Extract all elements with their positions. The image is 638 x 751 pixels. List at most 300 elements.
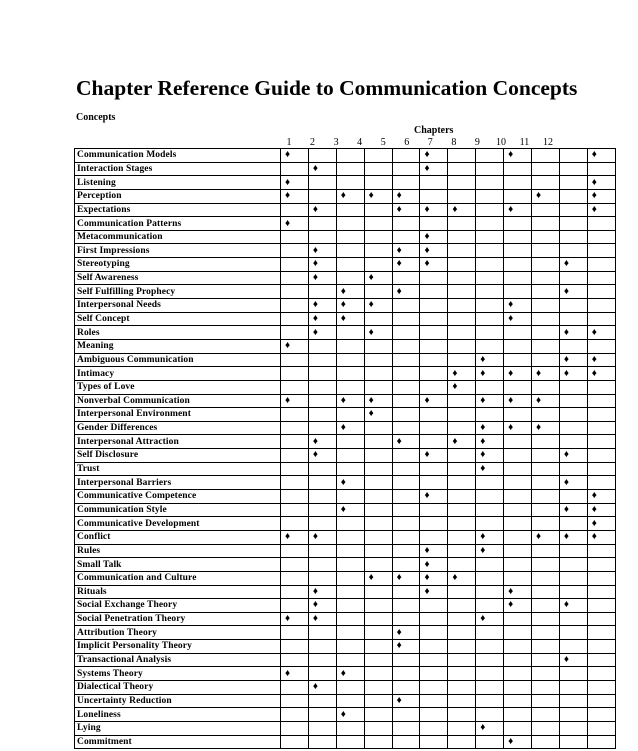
chapter-cell-4: [364, 230, 392, 244]
concept-name: Intimacy: [75, 367, 281, 381]
chapter-cell-6: [420, 244, 448, 258]
chapter-cell-1: [281, 708, 309, 722]
chapter-cell-2: [308, 530, 336, 544]
chapter-cell-3: [336, 353, 364, 367]
chapter-cell-12: [587, 435, 615, 449]
chapter-cell-6: [420, 599, 448, 613]
chapter-cell-2: [308, 380, 336, 394]
chapter-cell-5: [392, 612, 420, 626]
chapter-cell-11: [559, 544, 587, 558]
diamond-marker-icon: ♦: [508, 585, 514, 597]
chapter-cell-2: [308, 162, 336, 176]
diamond-marker-icon: ♦: [563, 476, 570, 488]
chapter-cell-10: [532, 462, 560, 476]
chapter-cell-9: [504, 530, 532, 544]
chapter-cell-5: [392, 599, 420, 613]
chapter-cell-1: [281, 680, 309, 694]
chapter-cell-3: [336, 571, 364, 585]
diamond-marker-icon: ♦: [508, 394, 514, 406]
chapter-cell-2: [308, 176, 336, 190]
chapter-cell-6: [420, 353, 448, 367]
chapter-cell-11: [559, 708, 587, 722]
table-row: [75, 667, 616, 681]
chapter-cell-7: [448, 585, 476, 599]
chapter-cell-10: [532, 189, 560, 203]
chapter-cell-8: [476, 558, 504, 572]
chapter-cell-2: [308, 285, 336, 299]
chapter-cell-3: [336, 667, 364, 681]
chapter-cell-1: [281, 312, 309, 326]
concept-name: Implicit Personality Theory: [75, 640, 281, 654]
chapter-cell-7: [448, 680, 476, 694]
diamond-marker-icon: ♦: [508, 599, 514, 611]
chapter-cell-10: [532, 230, 560, 244]
chapter-cell-4: [364, 680, 392, 694]
concept-name: Social Penetration Theory: [75, 612, 281, 626]
diamond-marker-icon: ♦: [340, 503, 346, 515]
chapter-cell-10: [532, 380, 560, 394]
chapter-cell-3: [336, 339, 364, 353]
concept-name: Communication Models: [75, 149, 281, 163]
chapter-cell-10: [532, 176, 560, 190]
chapter-cell-1: [281, 640, 309, 654]
concept-name: Interpersonal Attraction: [75, 435, 281, 449]
chapter-cell-6: [420, 558, 448, 572]
chapter-cell-9: [504, 640, 532, 654]
chapter-cell-7: [448, 517, 476, 531]
chapter-number-10: 10: [495, 137, 506, 148]
chapter-cell-3: [336, 503, 364, 517]
table-body: [75, 149, 616, 749]
chapter-cell-12: [587, 285, 615, 299]
chapter-cell-12: [587, 517, 615, 531]
chapter-cell-3: [336, 408, 364, 422]
chapter-cell-2: [308, 271, 336, 285]
chapter-cell-6: [420, 217, 448, 231]
table-row: [75, 203, 616, 217]
chapter-cell-2: [308, 326, 336, 340]
chapter-cell-5: [392, 353, 420, 367]
chapter-cell-9: [504, 149, 532, 163]
chapter-cell-11: [559, 244, 587, 258]
chapter-cell-2: [308, 367, 336, 381]
chapter-cell-11: [559, 339, 587, 353]
chapter-number-7: 7: [427, 137, 433, 148]
diamond-marker-icon: ♦: [396, 190, 402, 202]
chapter-cell-2: [308, 735, 336, 749]
concept-chapter-table: [74, 148, 616, 749]
diamond-marker-icon: ♦: [480, 613, 486, 625]
table-row: [75, 271, 616, 285]
chapter-cell-6: [420, 667, 448, 681]
diamond-marker-icon: ♦: [563, 285, 570, 297]
chapter-cell-8: [476, 640, 504, 654]
concept-name: Systems Theory: [75, 667, 281, 681]
chapter-cell-5: [392, 258, 420, 272]
chapter-cell-8: [476, 435, 504, 449]
chapter-cell-9: [504, 258, 532, 272]
chapter-cell-10: [532, 680, 560, 694]
chapter-cell-10: [532, 490, 560, 504]
concept-name: Self Fulfilling Prophecy: [75, 285, 281, 299]
diamond-marker-icon: ♦: [285, 531, 291, 543]
chapter-cell-1: [281, 408, 309, 422]
diamond-marker-icon: ♦: [368, 299, 374, 311]
chapter-cell-1: [281, 394, 309, 408]
chapter-cell-7: [448, 217, 476, 231]
chapter-cell-12: [587, 694, 615, 708]
concept-name: Attribution Theory: [75, 626, 281, 640]
chapter-cell-9: [504, 380, 532, 394]
chapter-cell-4: [364, 408, 392, 422]
chapter-cell-7: [448, 244, 476, 258]
chapter-cell-7: [448, 367, 476, 381]
diamond-marker-icon: ♦: [508, 422, 514, 434]
diamond-marker-icon: ♦: [312, 613, 318, 625]
chapter-cell-6: [420, 149, 448, 163]
chapter-cell-9: [504, 735, 532, 749]
chapter-cell-1: [281, 612, 309, 626]
diamond-marker-icon: ♦: [340, 667, 346, 679]
diamond-marker-icon: ♦: [563, 503, 570, 515]
concept-name: Interpersonal Barriers: [75, 476, 281, 490]
chapter-cell-7: [448, 189, 476, 203]
chapter-cell-4: [364, 735, 392, 749]
chapter-cell-6: [420, 694, 448, 708]
diamond-marker-icon: ♦: [452, 435, 458, 447]
chapter-cell-4: [364, 367, 392, 381]
chapter-cell-9: [504, 503, 532, 517]
chapter-cell-4: [364, 462, 392, 476]
chapter-cell-7: [448, 149, 476, 163]
chapter-cell-1: [281, 367, 309, 381]
table-row: [75, 408, 616, 422]
diamond-marker-icon: ♦: [536, 422, 542, 434]
chapter-cell-8: [476, 176, 504, 190]
diamond-marker-icon: ♦: [563, 654, 570, 666]
chapter-cell-1: [281, 653, 309, 667]
chapter-cell-2: [308, 353, 336, 367]
chapter-cell-10: [532, 653, 560, 667]
chapter-cell-2: [308, 490, 336, 504]
chapter-cell-6: [420, 544, 448, 558]
chapter-cell-1: [281, 694, 309, 708]
chapter-cell-8: [476, 230, 504, 244]
diamond-marker-icon: ♦: [452, 381, 458, 393]
chapter-cell-12: [587, 530, 615, 544]
chapter-cell-6: [420, 176, 448, 190]
table-row: [75, 162, 616, 176]
chapter-cell-8: [476, 339, 504, 353]
chapter-cell-4: [364, 176, 392, 190]
chapter-cell-1: [281, 353, 309, 367]
chapter-cell-9: [504, 544, 532, 558]
chapter-cell-11: [559, 694, 587, 708]
chapter-cell-11: [559, 490, 587, 504]
concepts-label: Concepts: [76, 112, 116, 123]
chapter-cell-5: [392, 162, 420, 176]
chapter-number-2: 2: [310, 137, 316, 148]
chapter-cell-8: [476, 626, 504, 640]
concept-name: Rituals: [75, 585, 281, 599]
concept-name: First Impressions: [75, 244, 281, 258]
concept-name: Communicative Development: [75, 517, 281, 531]
table-row: [75, 517, 616, 531]
diamond-marker-icon: ♦: [340, 708, 346, 720]
chapter-cell-3: [336, 258, 364, 272]
diamond-marker-icon: ♦: [340, 285, 346, 297]
chapter-cell-9: [504, 680, 532, 694]
diamond-marker-icon: ♦: [396, 244, 402, 256]
chapter-cell-2: [308, 203, 336, 217]
chapter-cell-2: [308, 640, 336, 654]
chapter-cell-8: [476, 271, 504, 285]
chapter-cell-8: [476, 708, 504, 722]
chapter-cell-7: [448, 312, 476, 326]
diamond-marker-icon: ♦: [591, 176, 597, 188]
diamond-marker-icon: ♦: [452, 203, 458, 215]
table-row: [75, 640, 616, 654]
concept-name: Communicative Competence: [75, 490, 281, 504]
chapter-cell-7: [448, 476, 476, 490]
chapter-cell-4: [364, 558, 392, 572]
chapter-cell-9: [504, 339, 532, 353]
chapter-cell-12: [587, 339, 615, 353]
diamond-marker-icon: ♦: [480, 544, 486, 556]
chapter-cell-1: [281, 721, 309, 735]
chapter-cell-1: [281, 176, 309, 190]
chapter-cell-3: [336, 380, 364, 394]
diamond-marker-icon: ♦: [424, 394, 430, 406]
chapter-cell-12: [587, 585, 615, 599]
chapter-cell-6: [420, 421, 448, 435]
chapter-cell-12: [587, 667, 615, 681]
chapter-cell-9: [504, 708, 532, 722]
diamond-marker-icon: ♦: [480, 353, 486, 365]
chapter-cell-5: [392, 367, 420, 381]
chapter-cell-11: [559, 421, 587, 435]
chapter-cell-8: [476, 367, 504, 381]
chapter-cell-2: [308, 394, 336, 408]
chapter-cell-4: [364, 517, 392, 531]
chapter-cell-7: [448, 503, 476, 517]
diamond-marker-icon: ♦: [424, 449, 430, 461]
chapter-cell-1: [281, 599, 309, 613]
chapter-cell-4: [364, 162, 392, 176]
chapter-cell-12: [587, 394, 615, 408]
chapter-cell-5: [392, 230, 420, 244]
chapter-cell-10: [532, 258, 560, 272]
chapter-cell-6: [420, 162, 448, 176]
chapter-cell-12: [587, 217, 615, 231]
chapter-cell-9: [504, 271, 532, 285]
chapter-cell-1: [281, 244, 309, 258]
chapter-cell-4: [364, 640, 392, 654]
chapter-cell-1: [281, 517, 309, 531]
chapter-cell-12: [587, 462, 615, 476]
chapter-cell-7: [448, 299, 476, 313]
chapter-cell-10: [532, 735, 560, 749]
diamond-marker-icon: ♦: [452, 367, 458, 379]
chapter-cell-2: [308, 299, 336, 313]
diamond-marker-icon: ♦: [591, 190, 597, 202]
chapter-number-9: 9: [474, 137, 480, 148]
concept-name: Self Disclosure: [75, 449, 281, 463]
table-row: [75, 721, 616, 735]
chapter-cell-2: [308, 721, 336, 735]
chapter-cell-8: [476, 544, 504, 558]
diamond-marker-icon: ♦: [312, 681, 318, 693]
diamond-marker-icon: ♦: [396, 572, 402, 584]
table-row: [75, 149, 616, 163]
chapter-cell-3: [336, 162, 364, 176]
diamond-marker-icon: ♦: [396, 258, 402, 270]
chapter-cell-10: [532, 530, 560, 544]
chapter-cell-8: [476, 585, 504, 599]
diamond-marker-icon: ♦: [508, 203, 514, 215]
diamond-marker-icon: ♦: [312, 326, 318, 338]
chapter-cell-6: [420, 312, 448, 326]
chapter-cell-6: [420, 230, 448, 244]
diamond-marker-icon: ♦: [563, 599, 570, 611]
concept-name: Transactional Analysis: [75, 653, 281, 667]
chapter-cell-12: [587, 708, 615, 722]
chapter-cell-5: [392, 312, 420, 326]
table-row: [75, 694, 616, 708]
chapter-cell-6: [420, 462, 448, 476]
chapter-cell-8: [476, 667, 504, 681]
chapter-cell-6: [420, 653, 448, 667]
chapter-cell-10: [532, 449, 560, 463]
chapter-cell-6: [420, 367, 448, 381]
chapter-cell-7: [448, 544, 476, 558]
chapter-cell-9: [504, 285, 532, 299]
table-row: [75, 326, 616, 340]
chapter-cell-6: [420, 299, 448, 313]
chapter-cell-9: [504, 517, 532, 531]
chapter-cell-3: [336, 176, 364, 190]
chapter-cell-10: [532, 612, 560, 626]
diamond-marker-icon: ♦: [424, 490, 430, 502]
chapters-label: Chapters: [414, 125, 454, 136]
chapter-cell-4: [364, 626, 392, 640]
chapter-cell-7: [448, 203, 476, 217]
chapter-cell-11: [559, 176, 587, 190]
diamond-marker-icon: ♦: [312, 162, 318, 174]
chapter-cell-2: [308, 599, 336, 613]
chapter-cell-1: [281, 667, 309, 681]
chapter-cell-6: [420, 640, 448, 654]
diamond-marker-icon: ♦: [424, 203, 430, 215]
chapter-cell-12: [587, 380, 615, 394]
diamond-marker-icon: ♦: [424, 258, 430, 270]
chapter-cell-5: [392, 530, 420, 544]
chapter-cell-11: [559, 217, 587, 231]
chapter-cell-3: [336, 326, 364, 340]
chapter-cell-1: [281, 503, 309, 517]
diamond-marker-icon: ♦: [312, 531, 318, 543]
chapter-cell-9: [504, 462, 532, 476]
chapter-cell-2: [308, 708, 336, 722]
chapter-cell-5: [392, 394, 420, 408]
chapter-cell-4: [364, 421, 392, 435]
diamond-marker-icon: ♦: [424, 162, 430, 174]
chapter-cell-8: [476, 258, 504, 272]
chapter-cell-5: [392, 585, 420, 599]
chapter-cell-9: [504, 612, 532, 626]
chapter-cell-11: [559, 189, 587, 203]
chapter-cell-10: [532, 299, 560, 313]
chapter-cell-3: [336, 640, 364, 654]
chapter-cell-5: [392, 694, 420, 708]
chapter-cell-4: [364, 585, 392, 599]
chapter-cell-1: [281, 476, 309, 490]
chapter-cell-9: [504, 667, 532, 681]
concept-name: Interpersonal Needs: [75, 299, 281, 313]
chapter-cell-3: [336, 585, 364, 599]
chapter-cell-4: [364, 189, 392, 203]
chapter-cell-2: [308, 258, 336, 272]
chapter-cell-12: [587, 149, 615, 163]
chapter-cell-1: [281, 435, 309, 449]
diamond-marker-icon: ♦: [396, 203, 402, 215]
chapter-cell-11: [559, 558, 587, 572]
chapter-cell-6: [420, 585, 448, 599]
chapter-cell-8: [476, 530, 504, 544]
chapter-cell-5: [392, 558, 420, 572]
chapter-cell-5: [392, 503, 420, 517]
chapter-cell-12: [587, 421, 615, 435]
chapter-cell-10: [532, 503, 560, 517]
chapter-cell-1: [281, 162, 309, 176]
chapter-cell-9: [504, 244, 532, 258]
chapter-cell-9: [504, 721, 532, 735]
chapter-cell-3: [336, 285, 364, 299]
chapter-cell-5: [392, 380, 420, 394]
chapter-cell-11: [559, 149, 587, 163]
chapter-cell-11: [559, 571, 587, 585]
chapter-cell-12: [587, 258, 615, 272]
chapter-cell-8: [476, 217, 504, 231]
diamond-marker-icon: ♦: [591, 353, 597, 365]
chapter-cell-4: [364, 544, 392, 558]
diamond-marker-icon: ♦: [536, 394, 542, 406]
chapter-cell-1: [281, 230, 309, 244]
chapter-cell-6: [420, 394, 448, 408]
chapter-cell-8: [476, 203, 504, 217]
chapter-cell-8: [476, 408, 504, 422]
chapter-cell-10: [532, 162, 560, 176]
chapter-cell-4: [364, 694, 392, 708]
diamond-marker-icon: ♦: [536, 190, 542, 202]
chapter-cell-8: [476, 735, 504, 749]
table-row: [75, 462, 616, 476]
chapter-cell-10: [532, 149, 560, 163]
chapter-cell-12: [587, 558, 615, 572]
concept-name: Ambiguous Communication: [75, 353, 281, 367]
chapter-cell-10: [532, 271, 560, 285]
chapter-cell-4: [364, 203, 392, 217]
table-row: [75, 599, 616, 613]
diamond-marker-icon: ♦: [536, 367, 542, 379]
chapter-cell-7: [448, 285, 476, 299]
chapter-cell-2: [308, 503, 336, 517]
concept-name: Meaning: [75, 339, 281, 353]
chapter-cell-9: [504, 435, 532, 449]
chapter-cell-5: [392, 203, 420, 217]
chapter-cell-10: [532, 476, 560, 490]
chapter-cell-5: [392, 435, 420, 449]
